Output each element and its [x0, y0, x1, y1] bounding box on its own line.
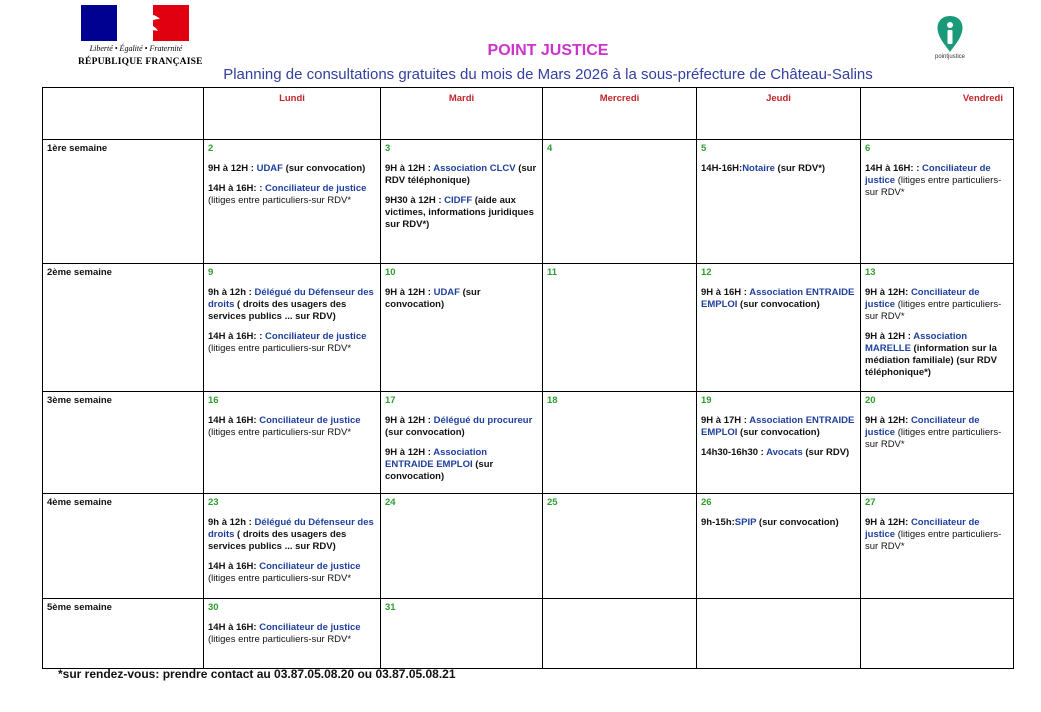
- entry-organization: Délégué du Défenseur des droits: [208, 287, 374, 310]
- consultation-entry: [701, 163, 856, 175]
- entry-organization: Délégué du Défenseur des droits: [208, 517, 374, 540]
- consultation-entry: [701, 447, 856, 459]
- day-number: 2: [208, 143, 214, 154]
- consultation-entry: [865, 287, 1009, 323]
- entry-organization: Association ENTRAIDE EMPLOI: [701, 415, 855, 438]
- entry-time: 9H à 17H :: [701, 415, 750, 426]
- day-cell-mercredi: [543, 392, 697, 494]
- day-number: 27: [865, 497, 876, 508]
- week-label: 2ème semaine: [43, 264, 204, 392]
- entry-time: 9H à 16H :: [701, 287, 750, 298]
- entry-time: 9H à 12H :: [385, 287, 434, 298]
- entry-organization: UDAF: [433, 287, 460, 298]
- entry-time: 9h-15h:: [701, 517, 735, 528]
- day-cell-vendredi: [861, 494, 1014, 599]
- entry-time: 9H à 12H :: [208, 163, 257, 174]
- day-number: 4: [547, 143, 553, 154]
- entry-organization: Conciliateur de justice: [259, 415, 361, 426]
- entry-organization: Délégué du procureur: [433, 415, 533, 426]
- entry-time: 14H à 16H: :: [208, 331, 266, 342]
- entry-time: 9h à 12h :: [208, 517, 255, 528]
- day-cell-mardi: [381, 494, 543, 599]
- day-number: 16: [208, 395, 219, 406]
- consultation-entry: [701, 517, 856, 529]
- entry-time: 14H à 16H: :: [208, 183, 266, 194]
- entry-organization: Conciliateur de justice: [865, 415, 980, 438]
- entry-organization: Association ENTRAIDE EMPLOI: [701, 287, 855, 310]
- day-number: 31: [385, 602, 396, 613]
- week-row: [43, 392, 1014, 494]
- entry-details: (litiges entre particuliers-sur RDV*: [865, 529, 1002, 552]
- entry-organization: Association MARELLE: [865, 331, 968, 354]
- entry-details: ( droits des usagers des services publics ... sur RDV): [208, 299, 347, 322]
- day-cell-jeudi: [697, 140, 861, 264]
- consultation-entry: [385, 195, 538, 231]
- entry-organization: Conciliateur de justice: [265, 331, 367, 342]
- entry-organization: SPIP: [734, 517, 757, 528]
- consultation-entry: [208, 517, 376, 553]
- day-number: 26: [701, 497, 712, 508]
- day-cell-lundi: [204, 140, 381, 264]
- entry-organization: CIDFF: [444, 195, 473, 206]
- entry-time: 9H à 12H:: [865, 287, 911, 298]
- day-number: 3: [385, 143, 391, 154]
- consultation-entry: [385, 287, 538, 311]
- entry-details: (litiges entre particuliers-sur RDV*: [208, 195, 352, 206]
- entry-organization: Conciliateur de justice: [259, 561, 361, 572]
- entry-time: 14H à 16H:: [208, 415, 260, 426]
- consultation-entry: [865, 517, 1009, 553]
- day-number: 17: [385, 395, 396, 406]
- entry-details: (sur convocation): [737, 427, 820, 438]
- entry-details: (litiges entre particuliers-sur RDV*: [865, 427, 1002, 450]
- day-cell-mercredi: [543, 599, 697, 669]
- corner-cell: [43, 88, 204, 140]
- day-cell-mardi: [381, 140, 543, 264]
- entry-details: (sur convocation): [737, 299, 820, 310]
- entry-time: 9H à 12H :: [385, 163, 434, 174]
- day-cell-jeudi: [697, 494, 861, 599]
- entry-organization: Association ENTRAIDE EMPLOI: [385, 447, 488, 470]
- appointment-footnote: *sur rendez-vous: prendre contact au 03.87.05.08.20 ou 03.87.05.08.21: [58, 667, 456, 681]
- entry-time: 9H à 12H :: [385, 415, 434, 426]
- day-number: 5: [701, 143, 707, 154]
- day-number: 10: [385, 267, 396, 278]
- entry-details: (sur convocation): [756, 517, 839, 528]
- day-number: 13: [865, 267, 876, 278]
- consultation-entry: [385, 415, 538, 439]
- day-number: 12: [701, 267, 712, 278]
- entry-details: (litiges entre particuliers-sur RDV*: [865, 299, 1002, 322]
- consultation-entry: [208, 331, 376, 355]
- consultation-entry: [385, 163, 538, 187]
- entry-time: 14H-16H:: [701, 163, 743, 174]
- day-cell-jeudi: [697, 392, 861, 494]
- day-cell-vendredi: [861, 599, 1014, 669]
- week-label: 1ère semaine: [43, 140, 204, 264]
- entry-details: (litiges entre particuliers-sur RDV*: [865, 175, 1002, 198]
- day-cell-jeudi: [697, 599, 861, 669]
- entry-details: (litiges entre particuliers-sur RDV*: [208, 573, 352, 584]
- marianne-icon: [118, 9, 168, 41]
- entry-organization: Association CLCV: [433, 163, 516, 174]
- day-cell-vendredi: [861, 140, 1014, 264]
- entry-details: (sur RDV téléphonique): [385, 163, 537, 186]
- entry-details: (litiges entre particuliers-sur RDV*: [208, 427, 352, 438]
- entry-time: 14h30-16h30 :: [701, 447, 767, 458]
- entry-time: 9H à 12H:: [865, 415, 911, 426]
- day-number: 11: [547, 267, 558, 278]
- entry-details: (sur RDV): [802, 447, 850, 458]
- entry-details: (litiges entre particuliers-sur RDV*: [208, 634, 352, 645]
- consultation-entry: [208, 183, 376, 207]
- week-row: [43, 599, 1014, 669]
- day-number: 9: [208, 267, 214, 278]
- consultation-entry: [701, 287, 856, 311]
- entry-organization: Conciliateur de justice: [265, 183, 367, 194]
- entry-details: (sur convocation): [385, 287, 481, 310]
- entry-time: 9H30 à 12H :: [385, 195, 445, 206]
- header-row: [43, 88, 1014, 140]
- day-header-mardi: Mardi: [381, 88, 543, 140]
- week-label: 4ème semaine: [43, 494, 204, 599]
- motto: Liberté • Égalité • Fraternité: [89, 44, 183, 53]
- consultation-entry: [701, 415, 856, 439]
- day-header-lundi: Lundi: [204, 88, 381, 140]
- day-cell-mardi: [381, 599, 543, 669]
- week-label: 3ème semaine: [43, 392, 204, 494]
- day-cell-lundi: [204, 264, 381, 392]
- entry-time: 14H à 16H:: [208, 561, 260, 572]
- day-header-vendredi: Vendredi: [861, 88, 1014, 140]
- entry-organization: Conciliateur de justice: [865, 163, 991, 186]
- day-number: 30: [208, 602, 219, 613]
- entry-details: ( droits des usagers des services publics ... sur RDV): [208, 529, 347, 552]
- day-cell-mercredi: [543, 140, 697, 264]
- day-cell-jeudi: [697, 264, 861, 392]
- consultation-entry: [865, 415, 1009, 451]
- day-number: 20: [865, 395, 876, 406]
- day-number: 24: [385, 497, 396, 508]
- entry-time: 14H à 16H: :: [865, 163, 923, 174]
- day-cell-mercredi: [543, 494, 697, 599]
- day-number: 19: [701, 395, 712, 406]
- entry-time: 9h à 12h :: [208, 287, 255, 298]
- point-justice-logo-text: pointjustice: [934, 54, 966, 60]
- page-title: POINT JUSTICE: [487, 42, 609, 59]
- page-subtitle: Planning de consultations gratuites du mois de Mars 2026 à la sous-préfecture de Château-Salins: [223, 66, 873, 83]
- entry-details: (aide aux victimes, informations juridiques sur RDV*): [385, 195, 534, 230]
- entry-details: (information sur la médiation familiale) (sur RDV téléphonique*): [865, 343, 997, 378]
- day-number: 18: [547, 395, 558, 406]
- entry-organization: Notaire: [742, 163, 775, 174]
- consultation-entry: [208, 163, 376, 175]
- entry-details: (sur convocation): [385, 427, 465, 438]
- day-number: 23: [208, 497, 219, 508]
- entry-organization: Conciliateur de justice: [865, 287, 980, 310]
- entry-organization: Conciliateur de justice: [259, 622, 361, 633]
- republique-francaise-logo: [78, 5, 203, 73]
- entry-organization: Avocats: [766, 447, 803, 458]
- week-row: [43, 494, 1014, 599]
- day-number: 25: [547, 497, 558, 508]
- entry-time: 9H à 12H:: [865, 517, 911, 528]
- entry-details: (litiges entre particuliers-sur RDV*: [208, 343, 352, 354]
- week-row: [43, 264, 1014, 392]
- consultation-entry: [208, 561, 376, 585]
- day-cell-mardi: [381, 264, 543, 392]
- entry-time: 14H à 16H:: [208, 622, 260, 633]
- day-cell-vendredi: [861, 392, 1014, 494]
- week-row: [43, 140, 1014, 264]
- consultation-entry: [208, 287, 376, 323]
- consultation-entry: [865, 331, 1009, 379]
- entry-details: (sur convocation): [282, 163, 366, 174]
- day-header-jeudi: Jeudi: [697, 88, 861, 140]
- entry-time: 9H à 12H :: [385, 447, 434, 458]
- consultation-entry: [208, 415, 376, 439]
- day-cell-lundi: [204, 599, 381, 669]
- republic-name: RÉPUBLIQUE FRANÇAISE: [78, 57, 203, 67]
- day-cell-lundi: [204, 392, 381, 494]
- day-number: 6: [865, 143, 871, 154]
- day-cell-lundi: [204, 494, 381, 599]
- entry-details: (sur RDV*): [774, 163, 826, 174]
- consultation-entry: [865, 163, 1009, 199]
- day-cell-vendredi: [861, 264, 1014, 392]
- entry-details: (sur convocation): [385, 459, 494, 482]
- entry-organization: Conciliateur de justice: [865, 517, 980, 540]
- day-header-mercredi: Mercredi: [543, 88, 697, 140]
- week-label: 5ème semaine: [43, 599, 204, 669]
- day-cell-mardi: [381, 392, 543, 494]
- consultation-entry: [385, 447, 538, 483]
- entry-time: 9H à 12H :: [865, 331, 914, 342]
- entry-organization: UDAF: [256, 163, 283, 174]
- consultation-calendar: [42, 87, 1014, 669]
- consultation-entry: [208, 622, 376, 646]
- day-cell-mercredi: [543, 264, 697, 392]
